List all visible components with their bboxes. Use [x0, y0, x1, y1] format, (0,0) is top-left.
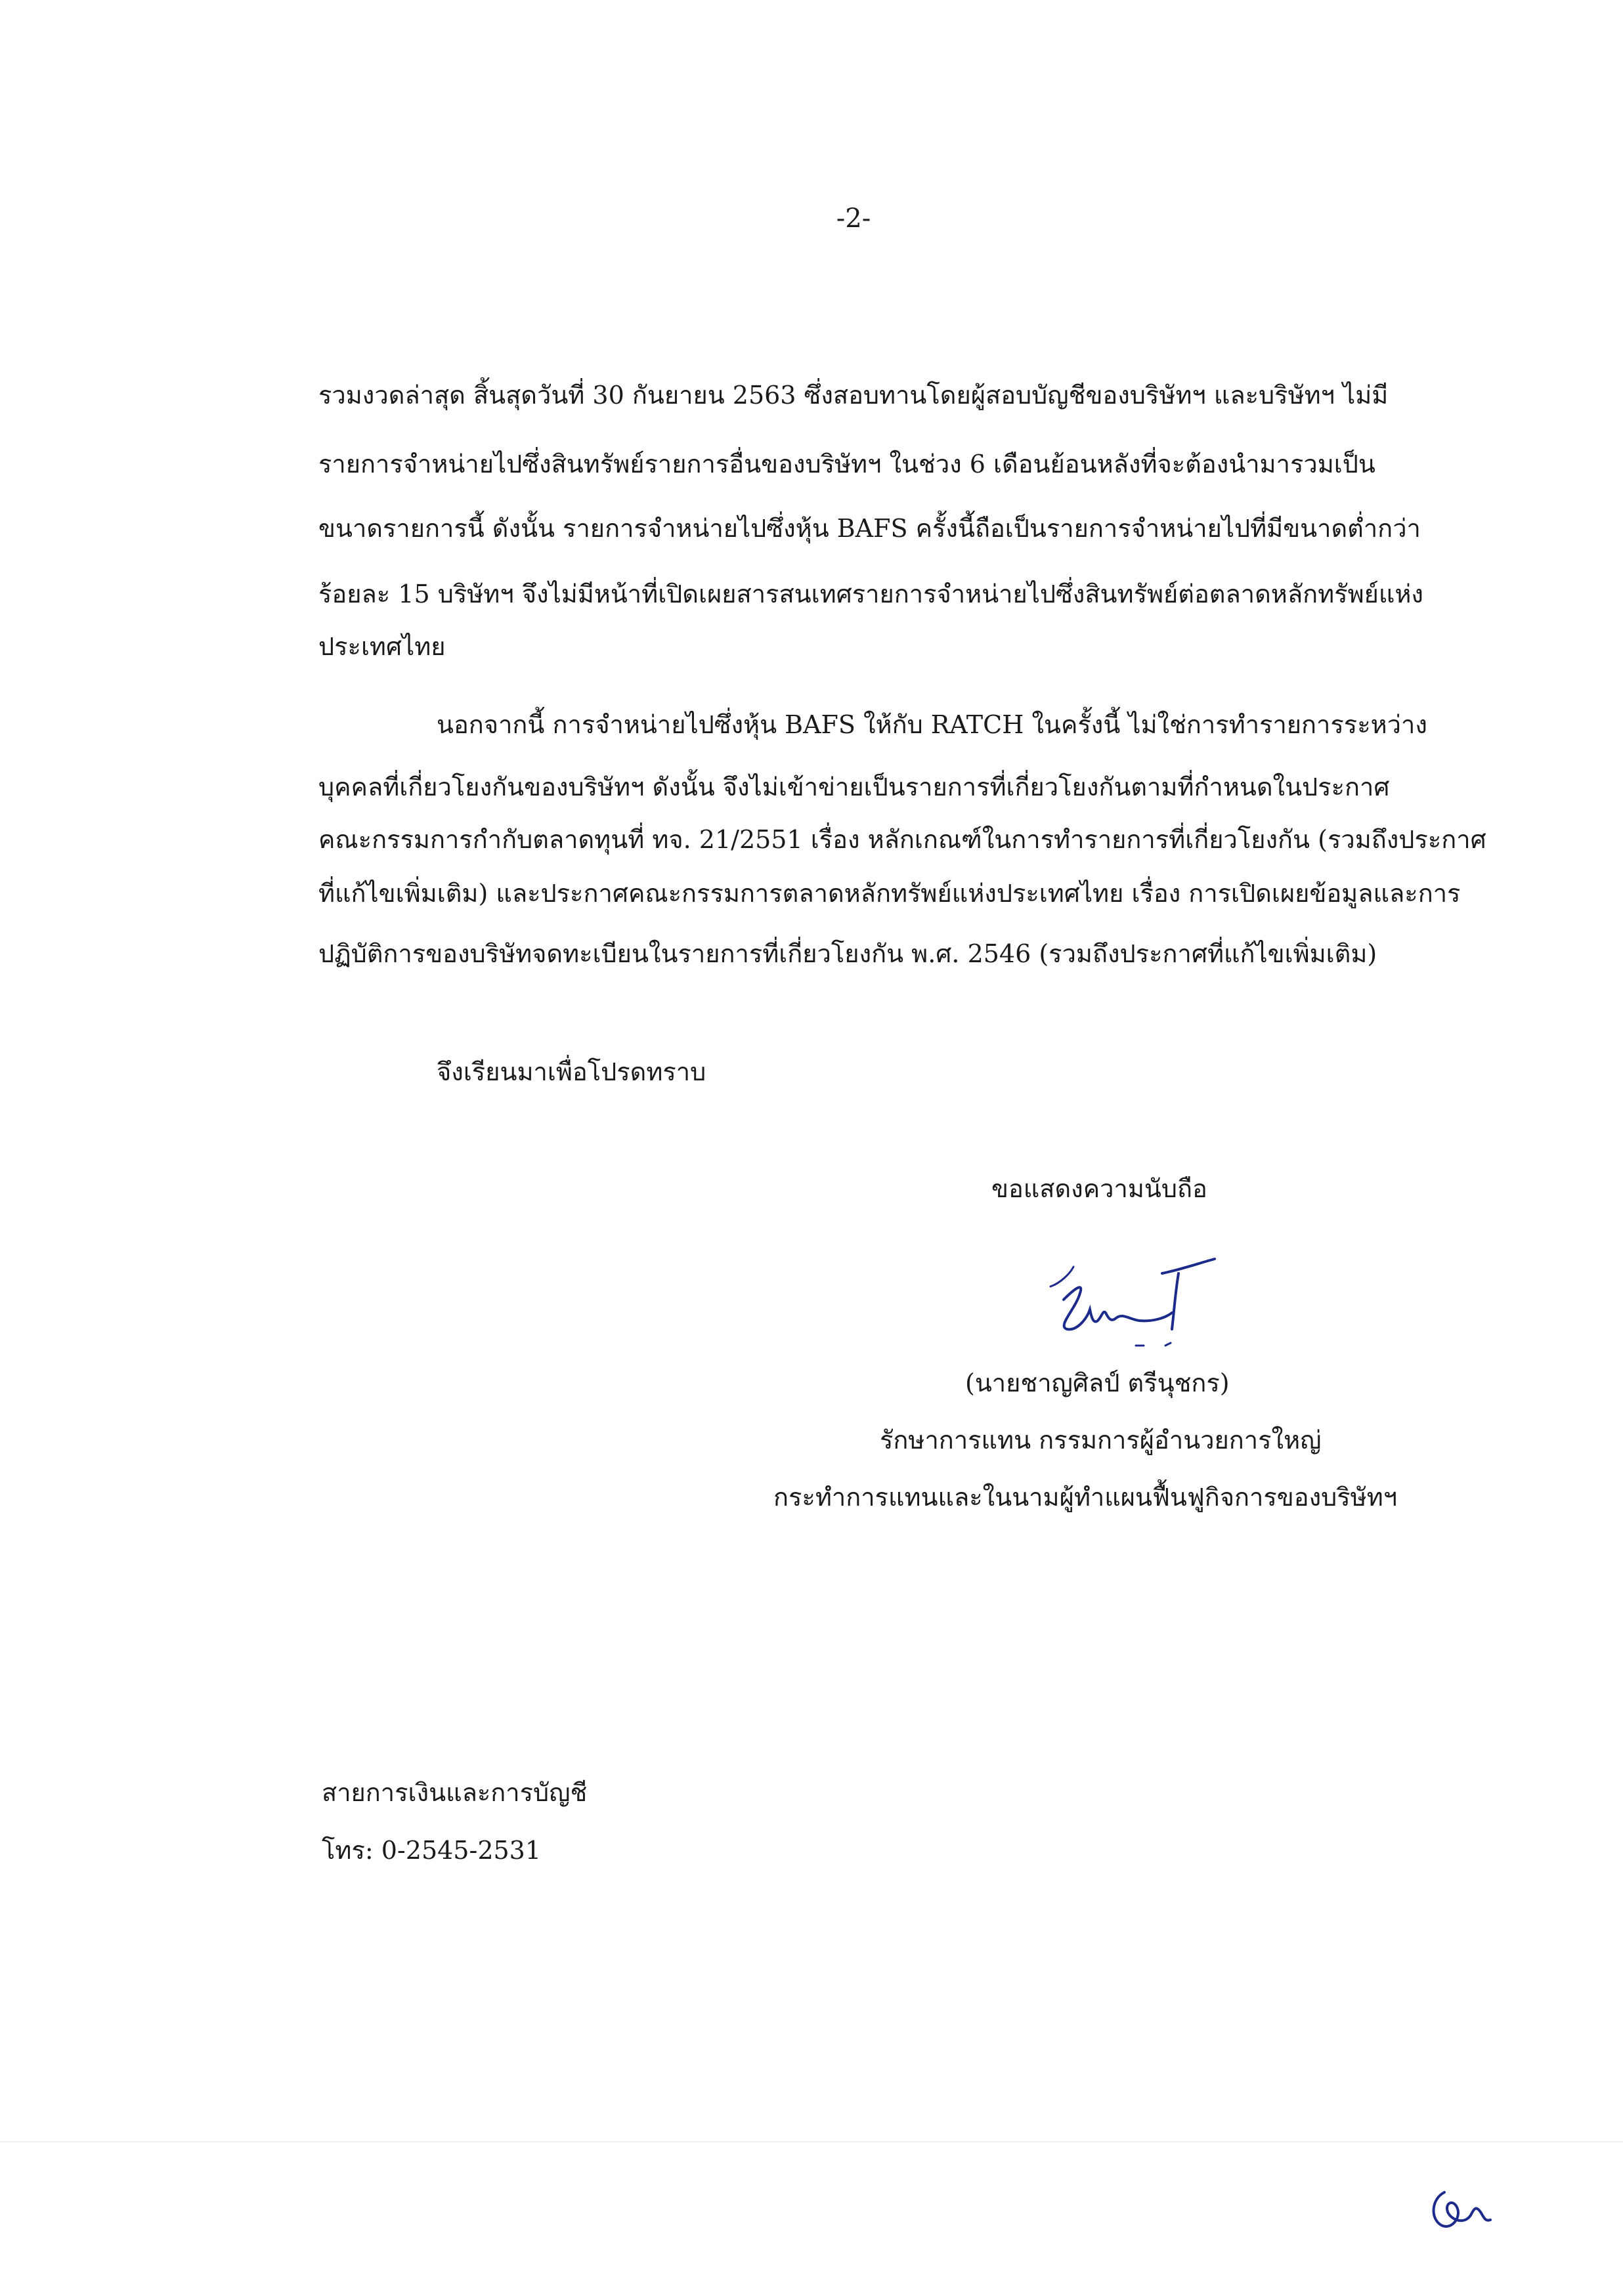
- divider: [0, 2141, 1623, 2142]
- contact-department: สายการเงินและการบัญชี: [322, 1778, 588, 1807]
- paragraph-line: รายการจำหน่ายไปซึ่งสินทรัพย์รายการอื่นของบริษัทฯ ในช่วง 6 เดือนย้อนหลังที่จะต้องนำมารวมเป็น: [318, 450, 1375, 478]
- page-number: -2-: [836, 203, 871, 234]
- paragraph-line: ปฏิบัติการของบริษัทจดทะเบียนในรายการที่เกี่ยวโยงกัน พ.ศ. 2546 (รวมถึงประกาศที่แก้ไขเพิ่มเติม): [318, 939, 1377, 968]
- paragraph-line: นอกจากนี้ การจำหน่ายไปซึ่งหุ้น BAFS ให้กับ RATCH ในครั้งนี้ ไม่ใช่การทำรายการระหว่าง: [437, 710, 1427, 739]
- paragraph-line: คณะกรรมการกำกับตลาดทุนที่ ทจ. 21/2551 เรื่อง หลักเกณฑ์ในการทำรายการที่เกี่ยวโยงกัน (รวมถึงประกาศ: [318, 825, 1486, 854]
- signer-name: (นายชาญศิลป์ ตรีนุชกร): [965, 1369, 1230, 1397]
- paragraph-line: ที่แก้ไขเพิ่มเติม) และประกาศคณะกรรมการตลาดหลักทรัพย์แห่งประเทศไทย เรื่อง การเปิดเผยข้อมูลและการ: [318, 879, 1461, 908]
- closing-phrase: จึงเรียนมาเพื่อโปรดทราบ: [437, 1057, 706, 1086]
- initial-mark-icon: [1425, 2179, 1497, 2238]
- paragraph-line: ประเทศไทย: [318, 632, 446, 661]
- signer-title: รักษาการแทน กรรมการผู้อำนวยการใหญ่: [880, 1426, 1322, 1455]
- contact-phone: โทร: 0-2545-2531: [322, 1836, 542, 1865]
- paragraph-line: ร้อยละ 15 บริษัทฯ จึงไม่มีหน้าที่เปิดเผยสารสนเทศรายการจำหน่ายไปซึ่งสินทรัพย์ต่อตลาดหลักทรัพย์แห่ง: [318, 580, 1423, 608]
- paragraph-line: ขนาดรายการนี้ ดังนั้น รายการจำหน่ายไปซึ่งหุ้น BAFS ครั้งนี้ถือเป็นรายการจำหน่ายไปที่มีขนาดต่ำกว่า: [318, 514, 1421, 543]
- paragraph-line: บุคคลที่เกี่ยวโยงกันของบริษัทฯ ดังนั้น จึงไม่เข้าข่ายเป็นรายการที่เกี่ยวโยงกันตามที่กำหนดในประกาศ: [318, 773, 1390, 801]
- regards: ขอแสดงความนับถือ: [991, 1174, 1207, 1203]
- signer-role: กระทำการแทนและในนามผู้ทำแผนฟื้นฟูกิจการของบริษัทฯ: [773, 1483, 1398, 1512]
- handwritten-signature: [1037, 1247, 1234, 1359]
- paragraph-line: รวมงวดล่าสุด สิ้นสุดวันที่ 30 กันยายน 2563 ซึ่งสอบทานโดยผู้สอบบัญชีของบริษัทฯ และบริษัทฯ ไม่มี: [318, 381, 1389, 410]
